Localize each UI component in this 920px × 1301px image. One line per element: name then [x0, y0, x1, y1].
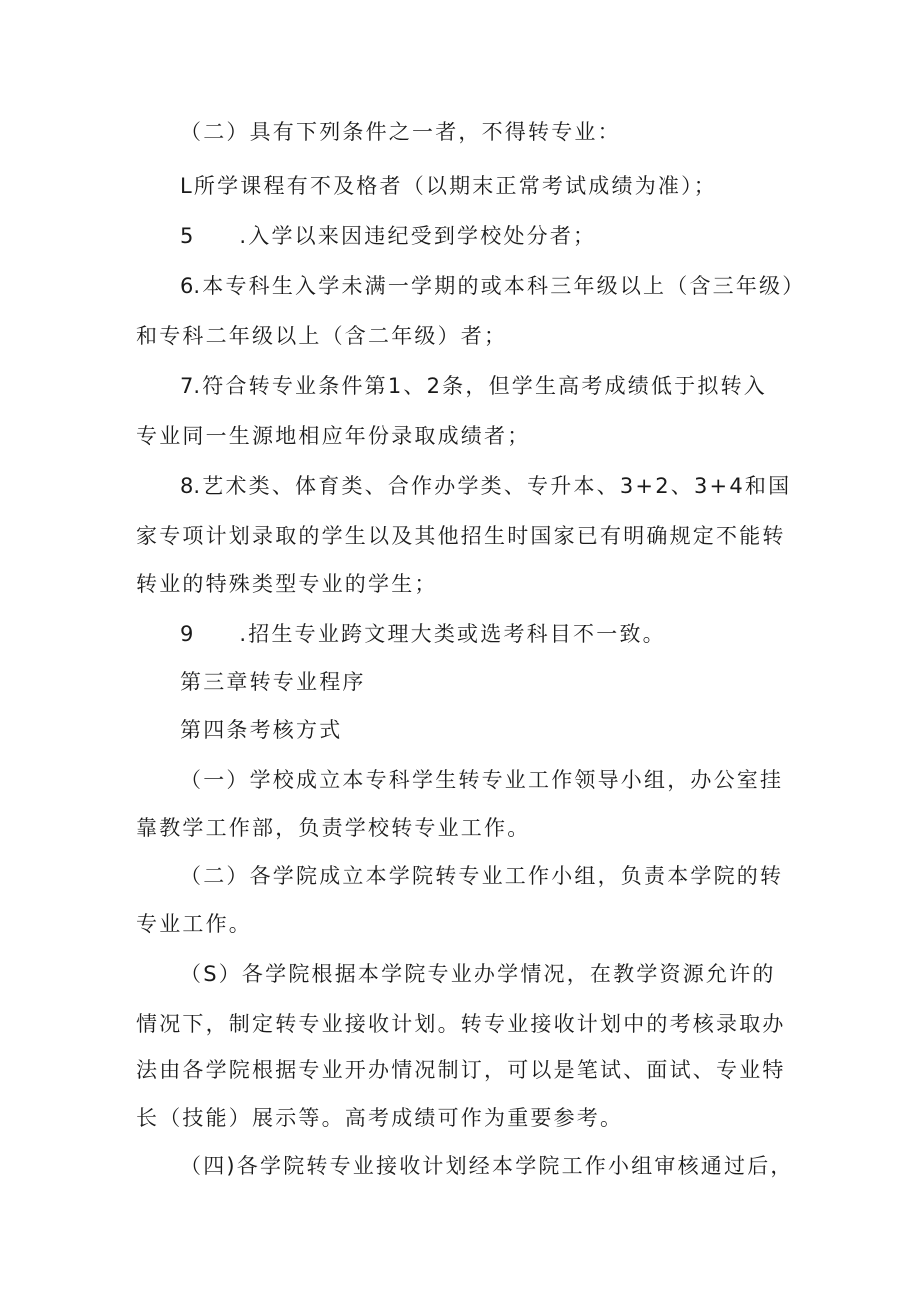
text-line: （二）具有下列条件之一者，不得转专业： [180, 120, 621, 144]
para-3-cont-3 [136, 1104, 623, 1132]
text-line: （四)各学院转专业接收计划经本学院工作小组审核通过后， [180, 1154, 794, 1178]
text-line: 和专科二年级以上（含二年级）者； [136, 324, 508, 348]
list-item-7-cont [136, 422, 530, 450]
text-line: （一）学校成立本专科学生转专业工作领导小组，办公室挂 [180, 768, 784, 792]
para-1 [180, 766, 783, 794]
para-1-cont [136, 814, 530, 842]
text-line: .招生专业跨文理大类或选考科目不一致。 [239, 622, 666, 646]
para-2-cont [136, 910, 252, 938]
text-line: 专业同一生源地相应年份录取成绩者； [136, 424, 531, 448]
text-line: 转业的特殊类型专业的学生； [136, 572, 438, 596]
text-line: 专业工作。 [136, 912, 252, 936]
list-item-8 [180, 472, 791, 500]
para-4 [180, 1152, 794, 1180]
text-line: .本专科生入学未满一学期的或本科三年级以上（含三年级） [193, 274, 806, 298]
text-line: .入学以来因违纪受到学校处分者； [239, 224, 597, 248]
text-line: 家专项计划录取的学生以及其他招生时国家已有明确规定不能转 [136, 524, 786, 548]
text-line: 靠教学工作部，负责学校转专业工作。 [136, 816, 531, 840]
item-number: 9 [180, 622, 194, 646]
list-item-9 [180, 620, 666, 648]
list-item-6-cont [136, 322, 507, 350]
text-line: .艺术类、体育类、合作办学类、专升本、3+2、3+4和国 [193, 474, 792, 498]
list-item-5 [180, 222, 596, 250]
list-item-8-cont-2 [136, 570, 438, 598]
text-line: 第三章转专业程序 [180, 670, 366, 694]
para-2 [180, 862, 783, 890]
list-item-1 [180, 172, 717, 200]
para-condition-heading [180, 118, 621, 146]
article-heading [180, 716, 342, 744]
list-item-8-cont-1 [136, 522, 786, 550]
list-item-6 [180, 272, 805, 300]
list-item-7 [180, 372, 767, 400]
text-line: 情况下，制定转专业接收计划。转专业接收计划中的考核录取办 [136, 1012, 786, 1036]
text-line: 法由各学院根据专业开办情况制订，可以是笔试、面试、专业特 [136, 1058, 786, 1082]
para-3-cont-2 [136, 1056, 786, 1084]
text-line: L所学课程有不及格者（以期末正常考试成绩为准）； [180, 174, 717, 198]
text-line: （二）各学院成立本学院转专业工作小组，负责本学院的转 [180, 864, 784, 888]
text-line: .符合转专业条件第1、2条，但学生高考成绩低于拟转入 [193, 374, 767, 398]
text-line: 第四条考核方式 [180, 718, 343, 742]
item-number: 7 [180, 374, 194, 398]
text-line: （S）各学院根据本学院专业办学情况，在教学资源允许的 [180, 962, 776, 986]
item-number: 6 [180, 274, 194, 298]
para-3 [180, 960, 776, 988]
para-3-cont-1 [136, 1010, 786, 1038]
item-number: 5 [180, 224, 194, 248]
item-number: 8 [180, 474, 194, 498]
text-line: 长（技能）展示等。高考成绩可作为重要参考。 [136, 1106, 624, 1130]
chapter-heading [180, 668, 366, 696]
